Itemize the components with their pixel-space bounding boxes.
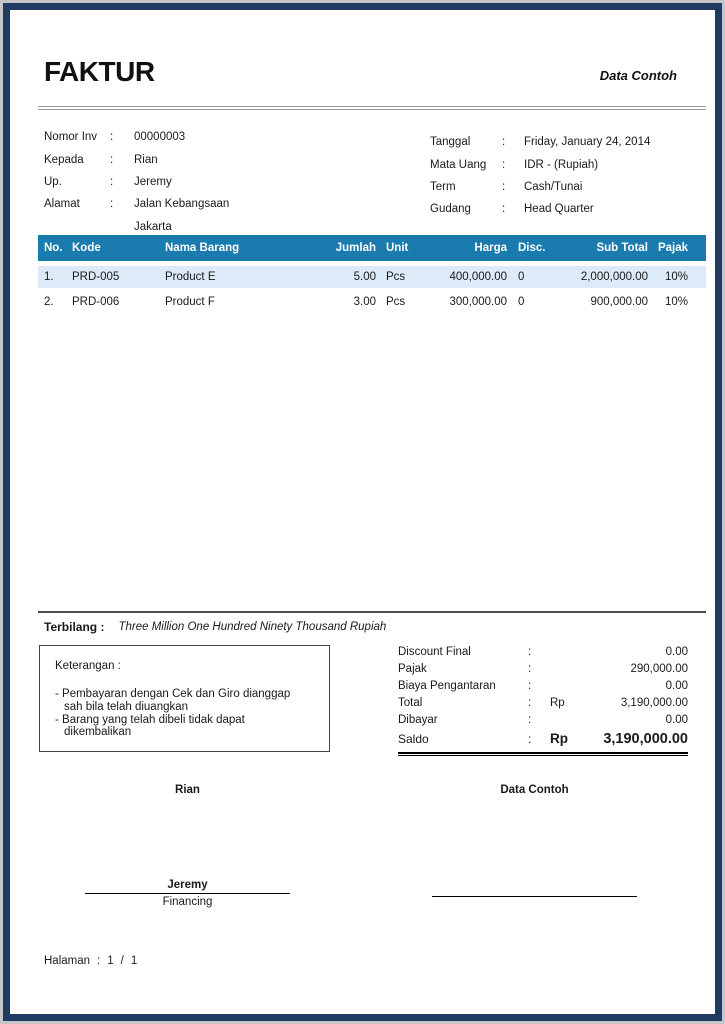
total-value: 0.00	[665, 646, 688, 659]
cell-subtotal: 2,000,000.00	[580, 271, 648, 283]
colon: :	[528, 714, 532, 726]
info-row-tanggal	[430, 131, 700, 153]
colon: :	[528, 663, 532, 676]
col-header-harga: Harga	[474, 242, 507, 254]
signer-name: Jeremy	[85, 879, 290, 894]
cell-no: 1.	[44, 271, 54, 283]
signature-party-company: Data Contoh	[500, 784, 569, 796]
total-row-saldo	[398, 728, 688, 749]
signature-party-customer: Rian	[175, 784, 200, 796]
total-label: Biaya Pengantaran	[398, 680, 496, 693]
footer-label: Halaman	[44, 955, 91, 967]
colon: :	[502, 158, 506, 171]
total-value: 0.00	[665, 680, 688, 693]
info-label: Gudang	[430, 203, 471, 216]
colon: :	[97, 955, 101, 967]
info-value: Rian	[134, 153, 158, 166]
cell-no: 2.	[44, 296, 54, 308]
cell-unit: Pcs	[386, 296, 406, 308]
cell-kode: PRD-005	[72, 271, 120, 283]
page-number: 1	[107, 955, 114, 967]
cell-nama: Product E	[165, 271, 216, 283]
colon: :	[528, 731, 532, 746]
saldo-double-rule	[398, 752, 688, 756]
total-label: Pajak	[398, 663, 427, 676]
info-label: Term	[430, 180, 456, 193]
cell-disc: 0	[518, 271, 525, 283]
info-label: Kepada	[44, 153, 84, 166]
col-header-jumlah: Jumlah	[335, 242, 376, 254]
invoice-info-left	[44, 126, 374, 238]
info-label: Up.	[44, 175, 62, 188]
info-value: Jakarta	[134, 220, 172, 233]
info-row-alamat	[44, 193, 374, 215]
colon: :	[110, 153, 114, 166]
cell-nama: Product F	[165, 296, 215, 308]
info-row-kepada	[44, 148, 374, 170]
info-value: Friday, January 24, 2014	[524, 136, 651, 149]
cell-kode: PRD-006	[72, 296, 120, 308]
info-value: Head Quarter	[524, 203, 594, 216]
total-row-dibayar	[398, 712, 688, 729]
colon: :	[528, 646, 532, 659]
info-value: IDR - (Rupiah)	[524, 158, 599, 171]
colon: :	[110, 131, 114, 144]
total-label: Saldo	[398, 731, 429, 746]
cell-jumlah: 3.00	[353, 296, 376, 308]
total-value: 0.00	[665, 714, 688, 726]
total-row-total	[398, 695, 688, 712]
colon: :	[502, 203, 506, 216]
items-table	[38, 235, 706, 313]
info-label: Mata Uang	[430, 158, 487, 171]
colon: :	[502, 180, 506, 193]
total-label: Dibayar	[398, 714, 438, 726]
currency-label: Rp	[550, 697, 565, 710]
cell-harga: 400,000.00	[449, 271, 507, 283]
signature-left	[85, 879, 290, 908]
terbilang-value: Three Million One Hundred Ninety Thousand Rupiah	[118, 621, 387, 633]
invoice-info-right	[430, 131, 700, 221]
info-label: Nomor Inv	[44, 131, 98, 144]
document-title: FAKTUR	[44, 56, 155, 87]
info-value: 00000003	[134, 131, 186, 144]
colon: :	[110, 198, 114, 211]
cell-pajak: 10%	[664, 296, 688, 308]
terbilang-divider	[38, 611, 706, 613]
header-divider	[38, 106, 706, 110]
col-header-nama: Nama Barang	[165, 242, 240, 254]
totals-block	[398, 644, 688, 756]
table-row	[38, 266, 706, 288]
info-row-term	[430, 176, 700, 198]
colon: :	[502, 136, 506, 149]
total-label: Discount Final	[398, 646, 471, 659]
total-value: 290,000.00	[630, 663, 688, 676]
colon: :	[528, 680, 532, 693]
saldo-value: 3,190,000.00	[603, 730, 688, 747]
info-value: Jeremy	[134, 175, 172, 188]
total-row-pajak	[398, 661, 688, 678]
keterangan-note: - Pembayaran dengan Cek dan Giro dianggap sah bila telah diuangkan	[55, 688, 291, 713]
page-footer	[44, 955, 144, 967]
keterangan-box	[39, 645, 330, 752]
signer-role: Financing	[162, 896, 213, 908]
col-header-unit: Unit	[386, 242, 409, 254]
col-header-kode: Kode	[72, 242, 101, 254]
currency-label: Rp	[550, 731, 568, 747]
total-row-biaya-pengantaran	[398, 678, 688, 695]
signature-line-right	[432, 896, 637, 897]
info-row-gudang	[430, 198, 700, 220]
info-label: Tanggal	[430, 136, 471, 149]
info-label: Alamat	[44, 198, 80, 211]
col-header-disc: Disc.	[518, 242, 546, 254]
info-value: Jalan Kebangsaan	[134, 198, 230, 211]
keterangan-note: - Barang yang telah dibeli tidak dapat dikembalikan	[55, 713, 245, 739]
col-header-no: No.	[44, 242, 63, 254]
cell-pajak: 10%	[664, 271, 688, 283]
total-value: 3,190,000.00	[620, 697, 688, 710]
items-table-header	[38, 235, 706, 261]
keterangan-title: Keterangan :	[55, 660, 121, 672]
company-name: Data Contoh	[599, 68, 677, 83]
total-pages: 1	[130, 955, 138, 967]
info-row-mata-uang	[430, 153, 700, 175]
cell-disc: 0	[518, 296, 525, 308]
terbilang-label: Terbilang :	[44, 620, 105, 634]
table-row	[38, 291, 706, 313]
terbilang	[44, 620, 386, 634]
cell-jumlah: 5.00	[353, 271, 376, 283]
page-separator: /	[120, 955, 124, 967]
total-label: Total	[398, 697, 423, 710]
info-value: Cash/Tunai	[524, 180, 583, 193]
col-header-subtotal: Sub Total	[596, 242, 648, 254]
info-row-nomor-inv	[44, 126, 374, 148]
total-row-discount-final	[398, 644, 688, 661]
cell-harga: 300,000.00	[449, 296, 507, 308]
col-header-pajak: Pajak	[657, 242, 688, 254]
info-row-up	[44, 171, 374, 193]
colon: :	[528, 697, 532, 710]
cell-subtotal: 900,000.00	[590, 296, 648, 308]
colon: :	[110, 175, 114, 188]
cell-unit: Pcs	[386, 271, 406, 283]
